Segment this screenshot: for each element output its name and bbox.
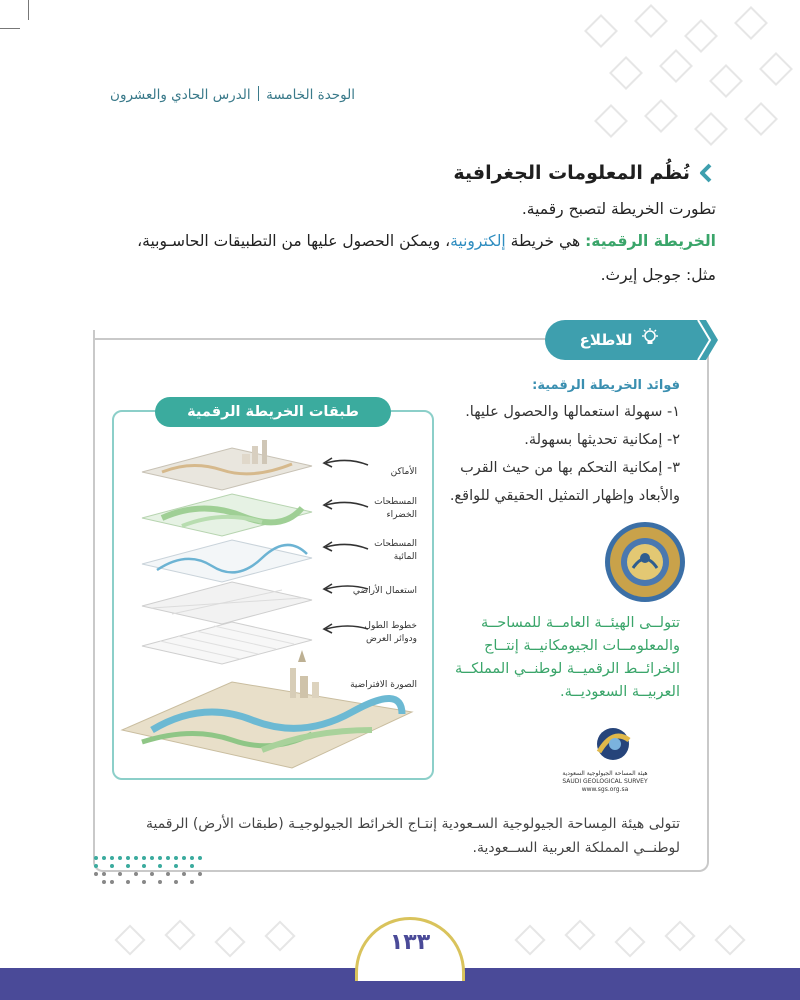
layer-land-use — [142, 582, 312, 624]
layer-label-virtual: الصورة الافتراضية — [350, 680, 417, 690]
electronic-term: إلكترونية — [450, 232, 506, 250]
chevron-left-icon — [696, 163, 716, 183]
sgs-caption — [545, 770, 665, 794]
layer-arrows — [318, 455, 372, 685]
layer-label-water: المسطحات المائية — [374, 539, 417, 562]
badge-label: للاطلاع — [579, 331, 633, 349]
sgs-caption-arabic: هيئة المساحة الجيولوجية السعودية — [562, 770, 648, 777]
authority-para-line — [560, 681, 680, 704]
sgs-caption-url: www.sgs.org.sa — [581, 786, 629, 793]
crop-mark — [28, 0, 29, 20]
benefit-item: ٢- إمكانية تحديثها بسهولة. — [524, 432, 680, 448]
authority-para-text: الخرائــط الرقميــة لوطنــي المملكــة — [454, 661, 680, 677]
vision-dots-logo — [92, 852, 212, 888]
map-layers-title: طبقات الخريطة الرقمية — [155, 397, 391, 427]
authority-para-text: تتولــى الهيئــة العامــة للمساحــة — [481, 615, 680, 631]
benefit-item: ٣- إمكانية التحكم بها من حيث القرب — [460, 460, 680, 476]
authority-para-line — [484, 635, 680, 658]
header-separator — [258, 86, 260, 101]
definition-term: الخريطة الرقمية: — [585, 232, 716, 250]
crop-mark — [0, 28, 20, 29]
layer-label-land-use: استعمال الأراضي — [352, 586, 417, 596]
layer-label-grid: خطوط الطول ودوائر العرض — [364, 621, 417, 644]
benefit-item: والأبعاد وإظهار التمثيل الحقيقي للواقع. — [449, 488, 680, 504]
authority-seal-logo — [603, 520, 687, 604]
sgs-paragraph: تتولى هيئة المِساحة الجيولوجية السـعودية إنتـاج الخرائط الجيولوجيـة (طبقات الأرض) الرقمية لوطنــي المملكة العربية الســعودية. — [145, 816, 680, 856]
benefits-title: فوائد الخريطة الرقمية: — [532, 378, 680, 393]
definition-text-a: هي خريطة — [505, 232, 586, 250]
benefit-item: ١- سهولة استعمالها والحصول عليها. — [465, 404, 680, 420]
sgs-caption-english: SAUDI GEOLOGICAL SURVEY — [562, 778, 648, 785]
definition-text-b: ، ويمكن الحصول عليها من التطبيقات الحاسـوبية، — [137, 232, 451, 250]
layer-label-places: الأماكن — [390, 467, 417, 477]
lesson-label: الدرس الحادي والعشرون — [110, 87, 251, 103]
layer-green-areas — [142, 494, 312, 536]
info-badge — [545, 320, 695, 360]
layer-label-green: المسطحات الخضراء — [374, 497, 417, 520]
map-layers-illustration — [112, 430, 430, 776]
page-number: ١٣٣ — [389, 930, 431, 955]
arrow-icon — [326, 460, 368, 465]
lightbulb-icon — [640, 328, 660, 352]
authority-para-line — [455, 658, 680, 681]
section-title: نُظُم المعلومات الجغرافية — [453, 162, 690, 184]
authority-para-line — [481, 612, 680, 635]
intro-line: تطورت الخريطة لتصبح رقمية. — [521, 200, 716, 218]
definition-line — [76, 232, 716, 250]
authority-para-text: العربيــة السعوديــة. — [560, 684, 680, 700]
example-line: مثل: جوجل إيرث. — [600, 266, 716, 284]
sgs-logo — [585, 722, 635, 768]
unit-header — [110, 86, 355, 103]
unit-label: الوحدة الخامسة — [266, 87, 355, 103]
authority-para-text: والمعلومــات الجيومكانيــة إنتــاج — [484, 638, 680, 654]
layer-water-bodies — [142, 540, 312, 582]
layer-grid — [142, 622, 312, 664]
layer-places — [142, 440, 312, 490]
section-heading — [453, 162, 716, 184]
badge-chevron — [692, 320, 718, 360]
